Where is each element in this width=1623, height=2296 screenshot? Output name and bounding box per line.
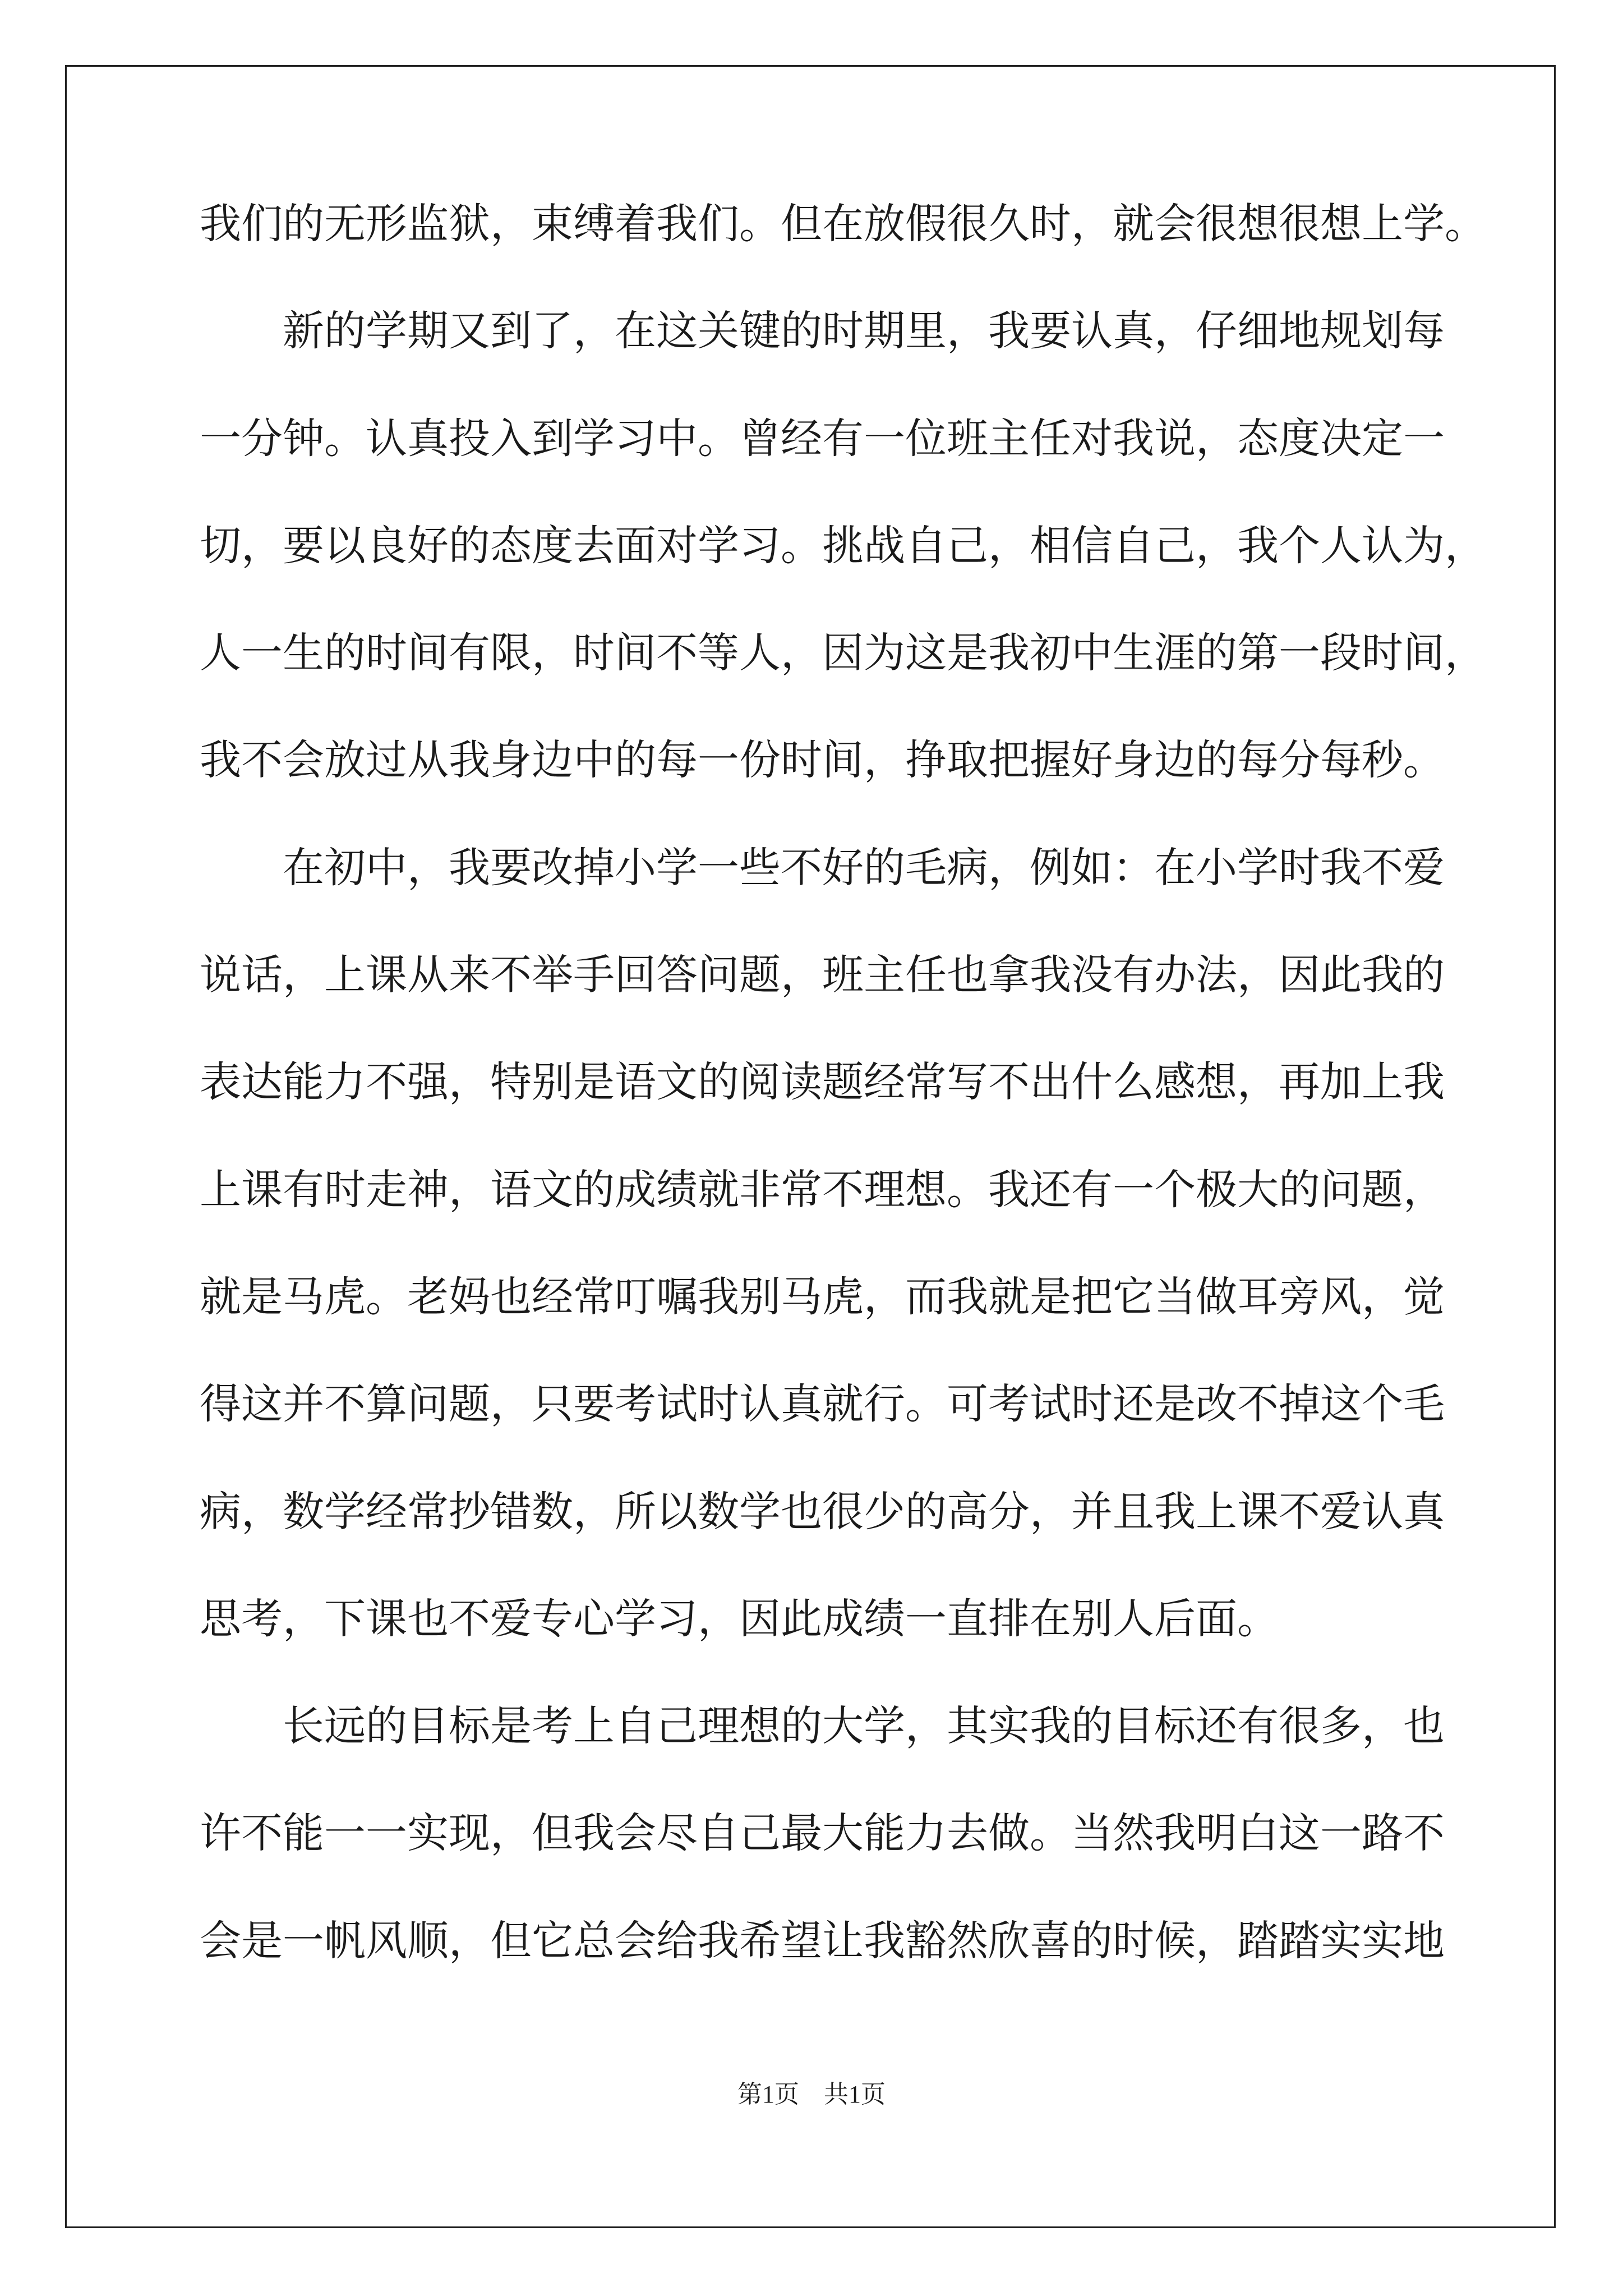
text-line: 得 这 并 不 算 问 题 ， 只 要 考 试 时 认 真 就 行 。 可 考 试 时 还 是 改 不 掉 这 个 毛 bbox=[200, 1380, 1445, 1429]
page-number: 第1页 bbox=[737, 2081, 799, 2108]
text-line: 在 初 中 ， 我 要 改 掉 小 学 一 些 不 好 的 毛 病 ， 例 如 ： 在 小 学 时 我 不 爱 bbox=[283, 843, 1445, 892]
text-line: 上 课 有 时 走 神 ， 语 文 的 成 绩 就 非 常 不 理 想 。 我 还 有 一 个 极 大 的 问 题 ， bbox=[200, 1165, 1445, 1214]
text-line: 许 不 能 一 一 实 现 ， 但 我 会 尽 自 己 最 大 能 力 去 做 。 当 然 我 明 白 这 一 路 不 bbox=[200, 1809, 1445, 1858]
text-line: 表 达 能 力 不 强 ， 特 别 是 语 文 的 阅 读 题 经 常 写 不 出 什 么 感 想 ， 再 加 上 我 bbox=[200, 1058, 1445, 1107]
body-text bbox=[200, 200, 1486, 2027]
text-line: 思考，下课也不爱专心学习，因此成绩一直排在别人后面。 bbox=[200, 1594, 1279, 1643]
text-line: 新 的 学 期 又 到 了 ， 在 这 关 键 的 时 期 里 ， 我 要 认 真 ， 仔 细 地 规 划 每 bbox=[283, 307, 1445, 356]
text-line: 长 远 的 目 标 是 考 上 自 己 理 想 的 大 学 ， 其 实 我 的 目 标 还 有 很 多 ， 也 bbox=[283, 1702, 1445, 1751]
text-line: 人 一 生 的 时 间 有 限 ， 时 间 不 等 人 ， 因 为 这 是 我 初 中 生 涯 的 第 一 段 时 间 ， bbox=[200, 629, 1486, 678]
text-line: 我 不 会 放 过 从 我 身 边 中 的 每 一 份 时 间 ， 挣 取 把 握 好 身 边 的 每 分 每 秒 。 bbox=[200, 736, 1445, 785]
text-line: 切 ， 要 以 良 好 的 态 度 去 面 对 学 习 。 挑 战 自 己 ， 相 信 自 己 ， 我 个 人 认 为 ， bbox=[200, 521, 1486, 570]
text-line: 说 话 ， 上 课 从 来 不 举 手 回 答 问 题 ， 班 主 任 也 拿 我 没 有 办 法 ， 因 此 我 的 bbox=[200, 951, 1445, 1000]
text-line: 一 分 钟 。 认 真 投 入 到 学 习 中 。 曾 经 有 一 位 班 主 任 对 我 说 ， 态 度 决 定 一 bbox=[200, 414, 1445, 463]
text-line: 病 ， 数 学 经 常 抄 错 数 ， 所 以 数 学 也 很 少 的 高 分 ， 并 且 我 上 课 不 爱 认 真 bbox=[200, 1487, 1445, 1536]
text-line: 就 是 马 虎 。 老 妈 也 经 常 叮 嘱 我 别 马 虎 ， 而 我 就 是 把 它 当 做 耳 旁 风 ， 觉 bbox=[200, 1272, 1445, 1321]
page-footer bbox=[0, 2082, 1623, 2107]
text-line: 我 们 的 无 形 监 狱 ， 束 缚 着 我 们 。 但 在 放 假 很 久 时 ， 就 会 很 想 很 想 上 学 。 bbox=[200, 200, 1486, 248]
text-line: 会 是 一 帆 风 顺 ， 但 它 总 会 给 我 希 望 让 我 豁 然 欣 喜 的 时 候 ， 踏 踏 实 实 地 bbox=[200, 1916, 1445, 1965]
page-total: 共1页 bbox=[824, 2081, 886, 2108]
